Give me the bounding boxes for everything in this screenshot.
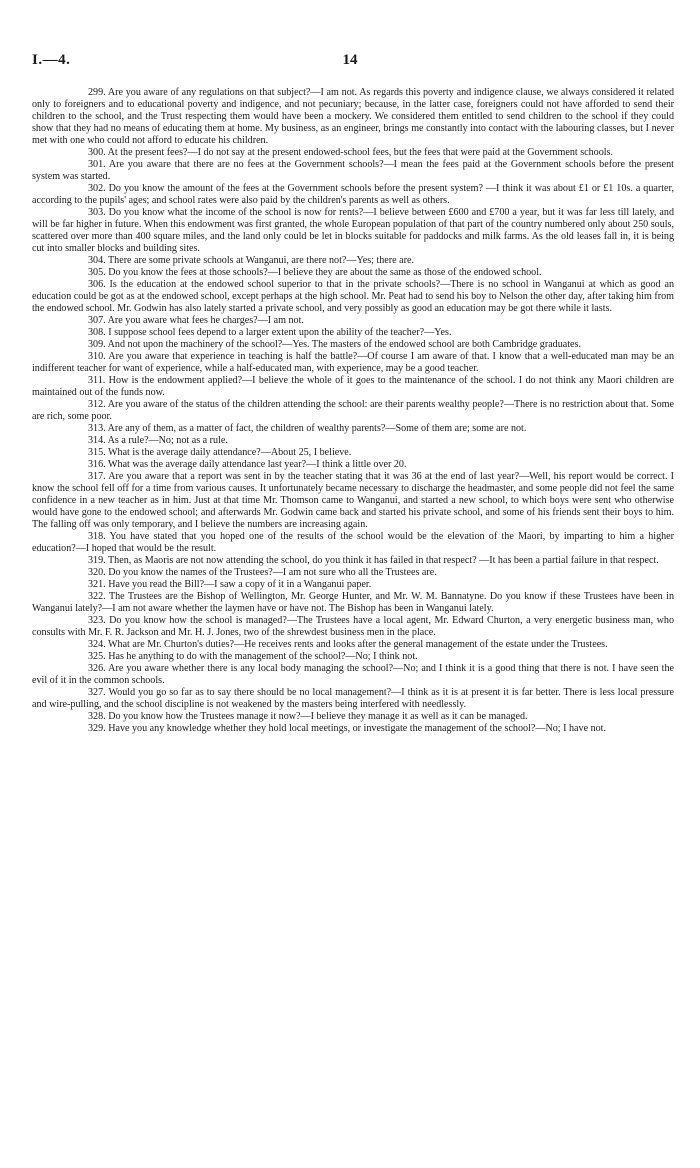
paragraph: 309. And not upon the machinery of the school?—Yes. The masters of the endowed school are both Cambridge graduates. [88, 339, 581, 350]
page-body [32, 87, 674, 735]
paragraph: 305. Do you know the fees at those schools?—I believe they are about the same as those of the endowed school. [88, 267, 542, 278]
paragraph: 311. How is the endowment applied?—I believe the whole of it goes to the maintenance of the school. I do not think any Maori children are maintained out of the funds now. [32, 375, 674, 398]
paragraph: 314. As a rule?—No; not as a rule. [88, 435, 228, 446]
paragraph: 307. Are you aware what fees he charges?—I am not. [88, 315, 304, 326]
paragraph: 301. Are you aware that there are no fees at the Government schools?—I mean the fees paid at the Government schools before the present system was started. [32, 159, 674, 182]
paragraph: 312. Are you aware of the status of the children attending the school: are their parents wealthy people?—There is no restriction about that. Some are rich, some poor. [32, 399, 674, 422]
paragraph: 317. Are you aware that a report was sent in by the teacher stating that it was 36 at the end of last year?—Well, his report would be correct. I know the school fell off for a time from various causes. It unfortunately became necessary to discharge the headmaster, and some people did not feel the same confidence in a new teacher as in him. Just at that time Mr. Thomson came to Wanganui, and started a new school, to which boys were sent who otherwise would have gone to the endowed school; and afterwards Mr. Godwin came back and started his private school, and some of his friends sent their boys to him. The falling off was only temporary, and I believe the numbers are increasing again. [32, 471, 674, 530]
paragraph: 320. Do you know the names of the Trustees?—I am not sure who all the Trustees are. [88, 567, 437, 578]
paragraph: 304. There are some private schools at Wanganui, are there not?—Yes; there are. [88, 255, 415, 266]
paragraph: 303. Do you know what the income of the school is now for rents?—I believe between £600 and £700 a year, but it was far less till lately, and will be far higher in future. When this endowment was first granted, the whole European population of that part of the country numbered only about 250 souls, scattered over more than 400 square miles, and the land only could be let in blocks suitable for paddocks and milk farms. As the old leases fall in, it is being cut into smaller blocks and building sites. [32, 207, 674, 254]
paragraph: 300. At the present fees?—I do not say at the present endowed-school fees, but the fees that were paid at the Government schools. [88, 147, 613, 158]
paragraph: 323. Do you know how the school is managed?—The Trustees have a local agent, Mr. Edward Churton, a very energetic business man, who consults with Mr. F. R. Jackson and Mr. H. J. Jones, two of the shrewdest business men in the place. [32, 615, 674, 638]
document-reference: I.—4. [32, 52, 71, 68]
paragraph: 321. Have you read the Bill?—I saw a copy of it in a Wanganui paper. [88, 579, 372, 590]
paragraph: 322. The Trustees are the Bishop of Wellington, Mr. George Hunter, and Mr. W. M. Bannatyne. Do you know if these Trustees have been in Wanganui lately?—I am not aware whether the laymen have or have not. The Bishop has been in Wanganui lately. [32, 591, 674, 614]
paragraph: 318. You have stated that you hoped one of the results of the school would be the elevation of the Maori, by imparting to him a higher education?—I hoped that would be the result. [32, 531, 674, 554]
paragraph: 326. Are you aware whether there is any local body managing the school?—No; and I think it is a good thing that there is not. I have seen the evil of it in the common schools. [32, 663, 674, 686]
paragraph: 302. Do you know the amount of the fees at the Government schools before the present system? —I think it was about £1 or £1 10s. a quarter, according to the pupils' ages; and school rates were also paid by the children's parents as well as others. [32, 183, 674, 206]
paragraph: 308. I suppose school fees depend to a larger extent upon the ability of the teacher?—Yes. [88, 327, 452, 338]
paragraph: 306. Is the education at the endowed school superior to that in the private schools?—There is no school in Wanganui at which as good an education could be got as at the endowed school, except perhaps at the high school. Mr. Peat had to send his boy to Nelson the other day, after taking him from the endowed school. Mr. Godwin has also lately started a private school, and very possibly as good an education may be got there while it lasts. [32, 279, 674, 314]
paragraph: 328. Do you know how the Trustees manage it now?—I believe they manage it as well as it can be managed. [88, 711, 528, 722]
paragraph: 319. Then, as Maoris are not now attending the school, do you think it has failed in that respect? —It has been a partial failure in that respect. [88, 555, 659, 566]
paragraph: 316. What was the average daily attendance last year?—I think a little over 20. [88, 459, 407, 470]
paragraph: 324. What are Mr. Churton's duties?—He receives rents and looks after the general management of the estate under the Trustees. [88, 639, 608, 650]
paragraph: 313. Are any of them, as a matter of fact, the children of wealthy parents?—Some of them are; some are not. [88, 423, 527, 434]
page-number: 14 [342, 52, 358, 68]
paragraph: 310. Are you aware that experience in teaching is half the battle?—Of course I am aware of that. I know that a well-educated man may be an indifferent teacher for want of experience, while a half-educated man, with experience, may be a good teacher. [32, 351, 674, 374]
paragraph: 299. Are you aware of any regulations on that subject?—I am not. As regards this poverty and indigence clause, we always considered it related only to foreigners and to educational poverty and indigence, and not pecuniary; because, in the latter case, foreigners could not have afforded to send their children to the school, and the Trust respecting them would have been a mockery. We considered them entitled to send children to the school if they could show that they had no means of educating them at home. My business, as an engineer, brings me constantly into contact with the labouring classes, but I never met with one who could not afford to educate his children. [32, 87, 674, 146]
paragraph: 329. Have you any knowledge whether they hold local meetings, or investigate the management of the school?—No; I have not. [88, 723, 606, 734]
paragraph: 327. Would you go so far as to say there should be no local management?—I think as it is at present it is far better. There is less local pressure and wire-pulling, and the school discipline is not weakened by the masters being interfered with needlessly. [32, 687, 674, 710]
paragraph: 315. What is the average daily attendance?—About 25, I believe. [88, 447, 352, 458]
paragraph: 325. Has he anything to do with the management of the school?—No; I think not. [88, 651, 418, 662]
